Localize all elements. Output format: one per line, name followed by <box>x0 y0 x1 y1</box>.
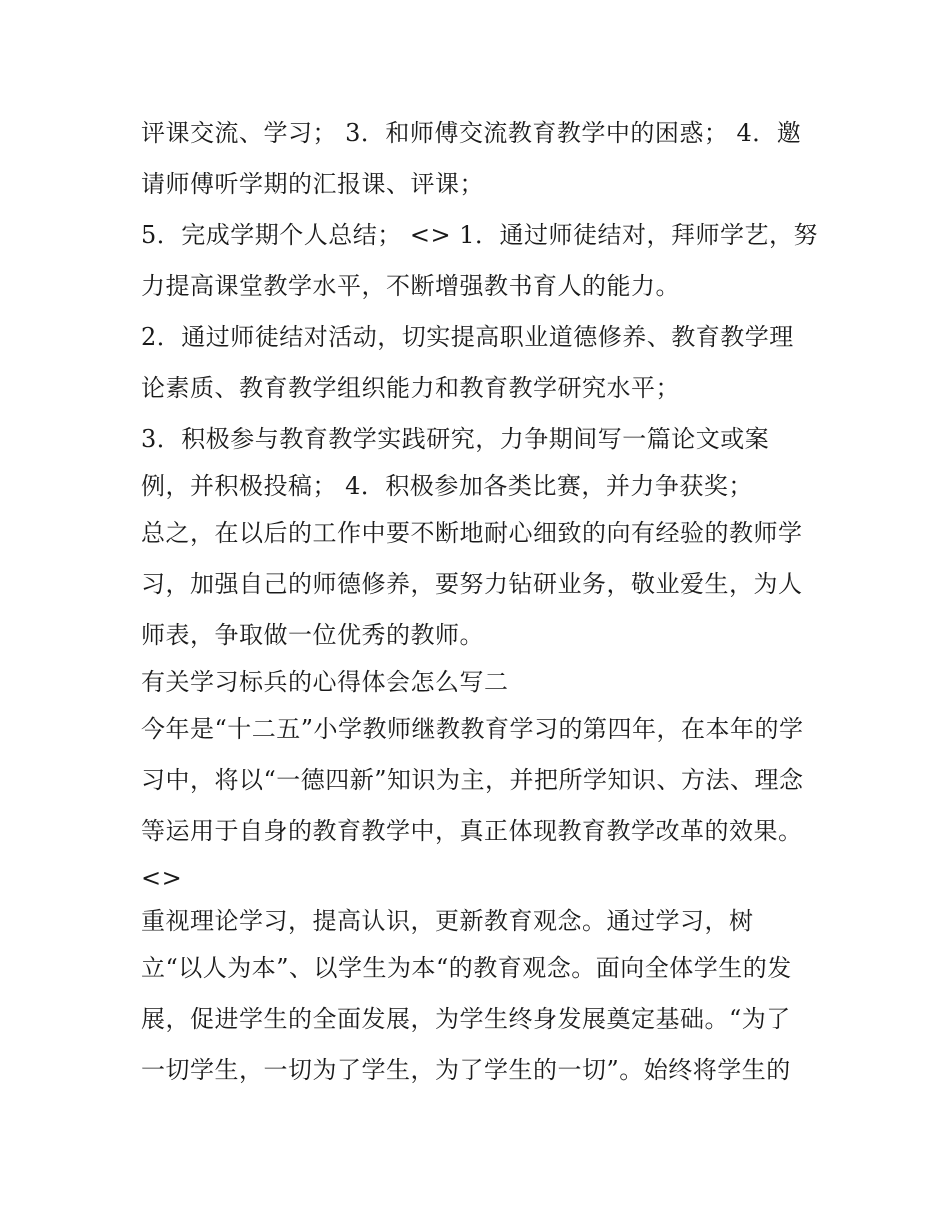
text-line: 总之，在以后的工作中要不断地耐心细致的向有经验的教师学 <box>141 519 803 547</box>
text-line: 3．积极参与教育教学实践研究，力争期间写一篇论文或案 <box>141 425 770 453</box>
text-line: 习，加强自己的师德修养，要努力钻研业务，敬业爱生，为人 <box>141 570 803 598</box>
text-line: 等运用于自身的教育教学中，真正体现教育教学改革的效果。 <box>141 817 803 845</box>
text-line: 5．完成学期个人总结； <> 1．通过师徒结对，拜师学艺，努 <box>141 221 819 249</box>
text-line: 论素质、教育教学组织能力和教育教学研究水平； <box>141 374 680 402</box>
text-line: 师表，争取做一位优秀的教师。 <box>141 621 484 649</box>
text-line: 立“以人为本”、以学生为本“的教育观念。面向全体学生的发 <box>141 954 792 982</box>
text-line: 今年是“十二五”小学教师继教教育学习的第四年，在本年的学 <box>141 715 804 743</box>
text-line: <> <box>141 864 183 892</box>
text-line: 例，并积极投稿； 4．积极参加各类比赛，并力争获奖； <box>141 472 753 500</box>
text-line: 力提高课堂教学水平，不断增强教书育人的能力。 <box>141 272 680 300</box>
text-line: 2．通过师徒结对活动，切实提高职业道德修养、教育教学理 <box>141 323 794 351</box>
section-heading: 有关学习标兵的心得体会怎么写二 <box>141 668 509 696</box>
document-body <box>141 108 831 1096</box>
text-line: 习中，将以“一德四新”知识为主，并把所学知识、方法、理念 <box>141 766 804 794</box>
text-line: 评课交流、学习； 3．和师傅交流教育教学中的困惑； 4．邀 <box>141 119 802 147</box>
text-line: 重视理论学习，提高认识，更新教育观念。通过学习，树 <box>141 907 754 935</box>
text-line: 请师傅听学期的汇报课、评课； <box>141 170 484 198</box>
text-line: 一切学生，一切为了学生，为了学生的一切”。始终将学生的 <box>141 1056 791 1084</box>
text-line: 展，促进学生的全面发展，为学生终身发展奠定基础。“为了 <box>141 1005 791 1033</box>
